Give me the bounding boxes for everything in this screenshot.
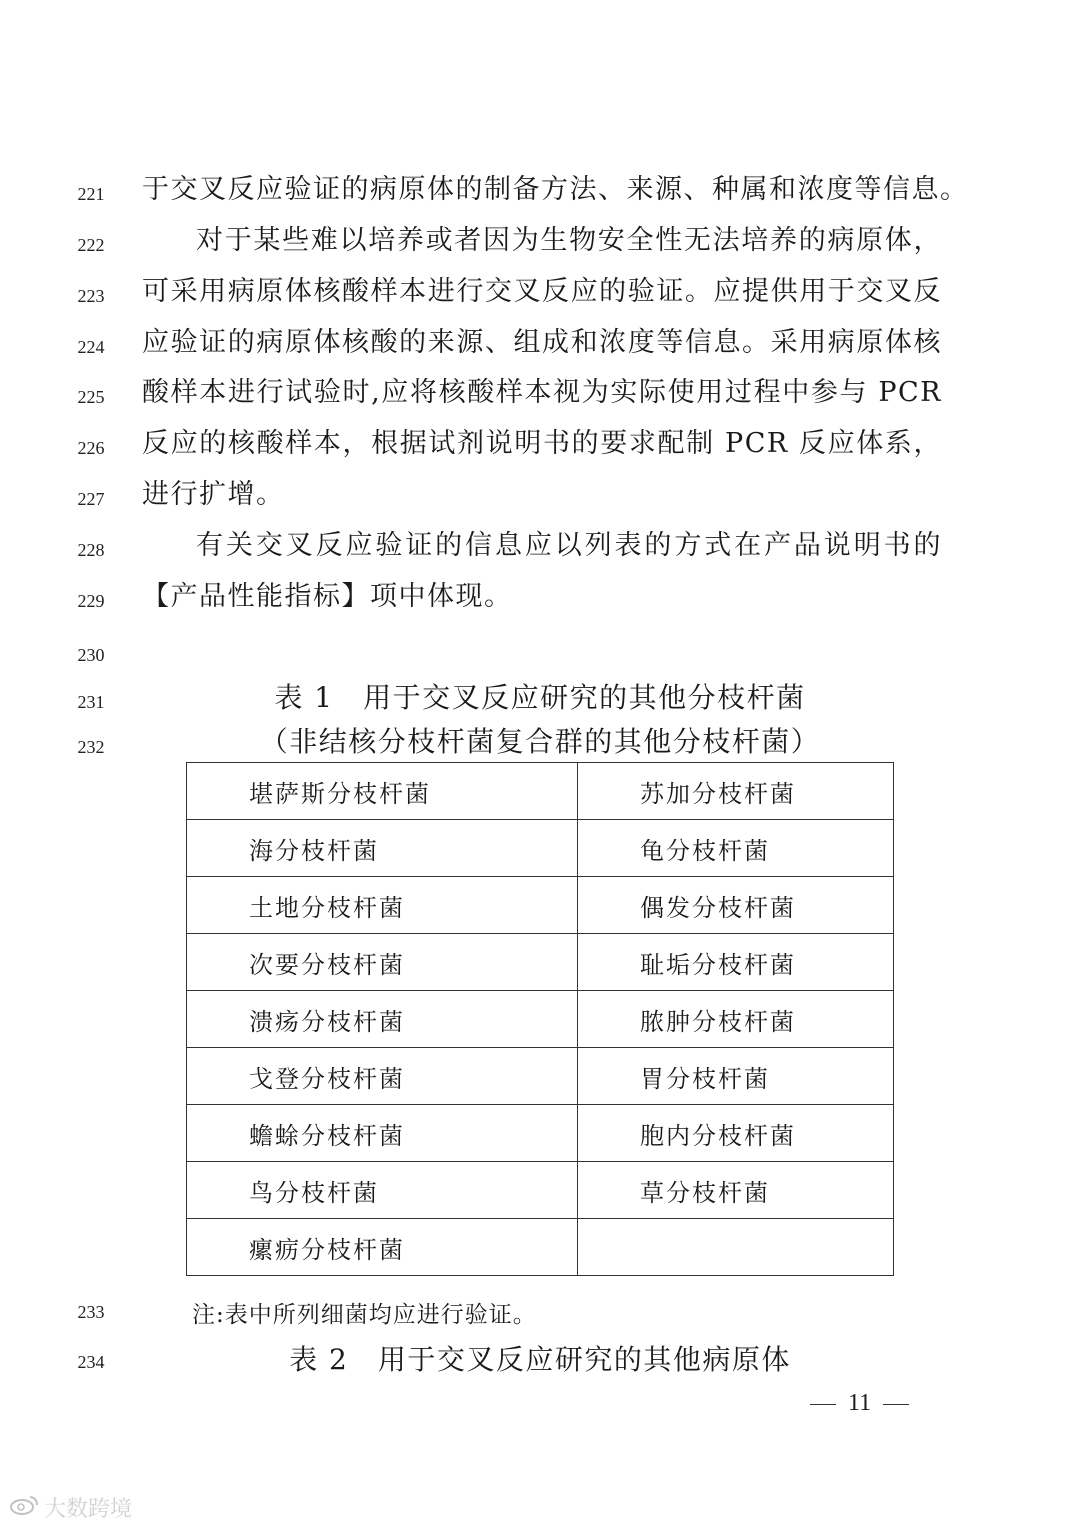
table-cell: 堪萨斯分枝杆菌 <box>187 763 578 820</box>
line-number: 230 <box>77 645 105 665</box>
dash-decoration <box>810 1404 836 1405</box>
body-text-line: 进行扩增。 <box>142 479 285 510</box>
table-cell: 苏加分枝杆菌 <box>578 763 894 820</box>
table-row <box>187 934 894 991</box>
line-number: 222 <box>77 235 105 255</box>
table-cell: 草分枝杆菌 <box>578 1162 894 1219</box>
body-text-line: 反应的核酸样本，根据试剂说明书的要求配制 PCR 反应体系， <box>142 428 942 459</box>
table-cell: 戈登分枝杆菌 <box>187 1048 578 1105</box>
table-cell: 海分枝杆菌 <box>187 820 578 877</box>
body-text-line: 有关交叉反应验证的信息应以列表的方式在产品说明书的 <box>196 530 942 561</box>
line-number: 225 <box>77 387 105 407</box>
body-text-line: 【产品性能指标】项中体现。 <box>142 581 513 612</box>
table-1-note: 注:表中所列细菌均应进行验证。 <box>192 1302 537 1328</box>
line-number: 223 <box>77 286 105 306</box>
table-row <box>187 877 894 934</box>
table-cell: 鸟分枝杆菌 <box>187 1162 578 1219</box>
line-number: 226 <box>77 438 105 458</box>
table-cell: 偶发分枝杆菌 <box>578 877 894 934</box>
weibo-logo-icon <box>10 1494 40 1521</box>
table-cell <box>578 1219 894 1276</box>
body-text-line: 酸样本进行试验时,应将核酸样本视为实际使用过程中参与 PCR <box>142 377 942 408</box>
table-row <box>187 1162 894 1219</box>
dash-decoration <box>883 1404 909 1405</box>
watermark <box>10 1492 132 1523</box>
line-number: 221 <box>77 184 105 204</box>
table-row <box>187 991 894 1048</box>
table-row <box>187 1219 894 1276</box>
table-cell: 次要分枝杆菌 <box>187 934 578 991</box>
line-number: 228 <box>77 540 105 560</box>
page-number <box>810 1390 909 1417</box>
table-cell: 土地分枝杆菌 <box>187 877 578 934</box>
table-2-title: 表 2 用于交叉反应研究的其他病原体 <box>289 1343 791 1376</box>
line-number: 229 <box>77 591 105 611</box>
table-cell: 脓肿分枝杆菌 <box>578 991 894 1048</box>
table-1-title: 表 1 用于交叉反应研究的其他分枝杆菌 <box>274 681 806 714</box>
line-number: 233 <box>77 1302 105 1322</box>
table-cell: 龟分枝杆菌 <box>578 820 894 877</box>
line-number: 224 <box>77 337 105 357</box>
table-row <box>187 1105 894 1162</box>
body-text-line: 可采用病原体核酸样本进行交叉反应的验证。应提供用于交叉反 <box>142 276 942 307</box>
table-cell: 胃分枝杆菌 <box>578 1048 894 1105</box>
table-row <box>187 1048 894 1105</box>
watermark-text: 大数跨境 <box>44 1497 133 1522</box>
table-cell: 瘰疬分枝杆菌 <box>187 1219 578 1276</box>
table-cell: 溃疡分枝杆菌 <box>187 991 578 1048</box>
table-1 <box>186 762 894 1276</box>
body-text-line: 于交叉反应验证的病原体的制备方法、来源、种属和浓度等信息。 <box>142 174 969 205</box>
line-number: 232 <box>77 737 105 757</box>
table-cell: 耻垢分枝杆菌 <box>578 934 894 991</box>
body-text-line: 应验证的病原体核酸的来源、组成和浓度等信息。采用病原体核 <box>142 327 942 358</box>
line-number: 231 <box>77 692 105 712</box>
line-number: 227 <box>77 489 105 509</box>
table-1-subtitle: （非结核分枝杆菌复合群的其他分枝杆菌） <box>259 725 821 758</box>
table-cell: 蟾蜍分枝杆菌 <box>187 1105 578 1162</box>
table-row <box>187 763 894 820</box>
line-number: 234 <box>77 1352 105 1372</box>
body-text-line: 对于某些难以培养或者因为生物安全性无法培养的病原体， <box>196 225 942 256</box>
table-row <box>187 820 894 877</box>
page-number-value: 11 <box>848 1390 872 1416</box>
table-cell: 胞内分枝杆菌 <box>578 1105 894 1162</box>
